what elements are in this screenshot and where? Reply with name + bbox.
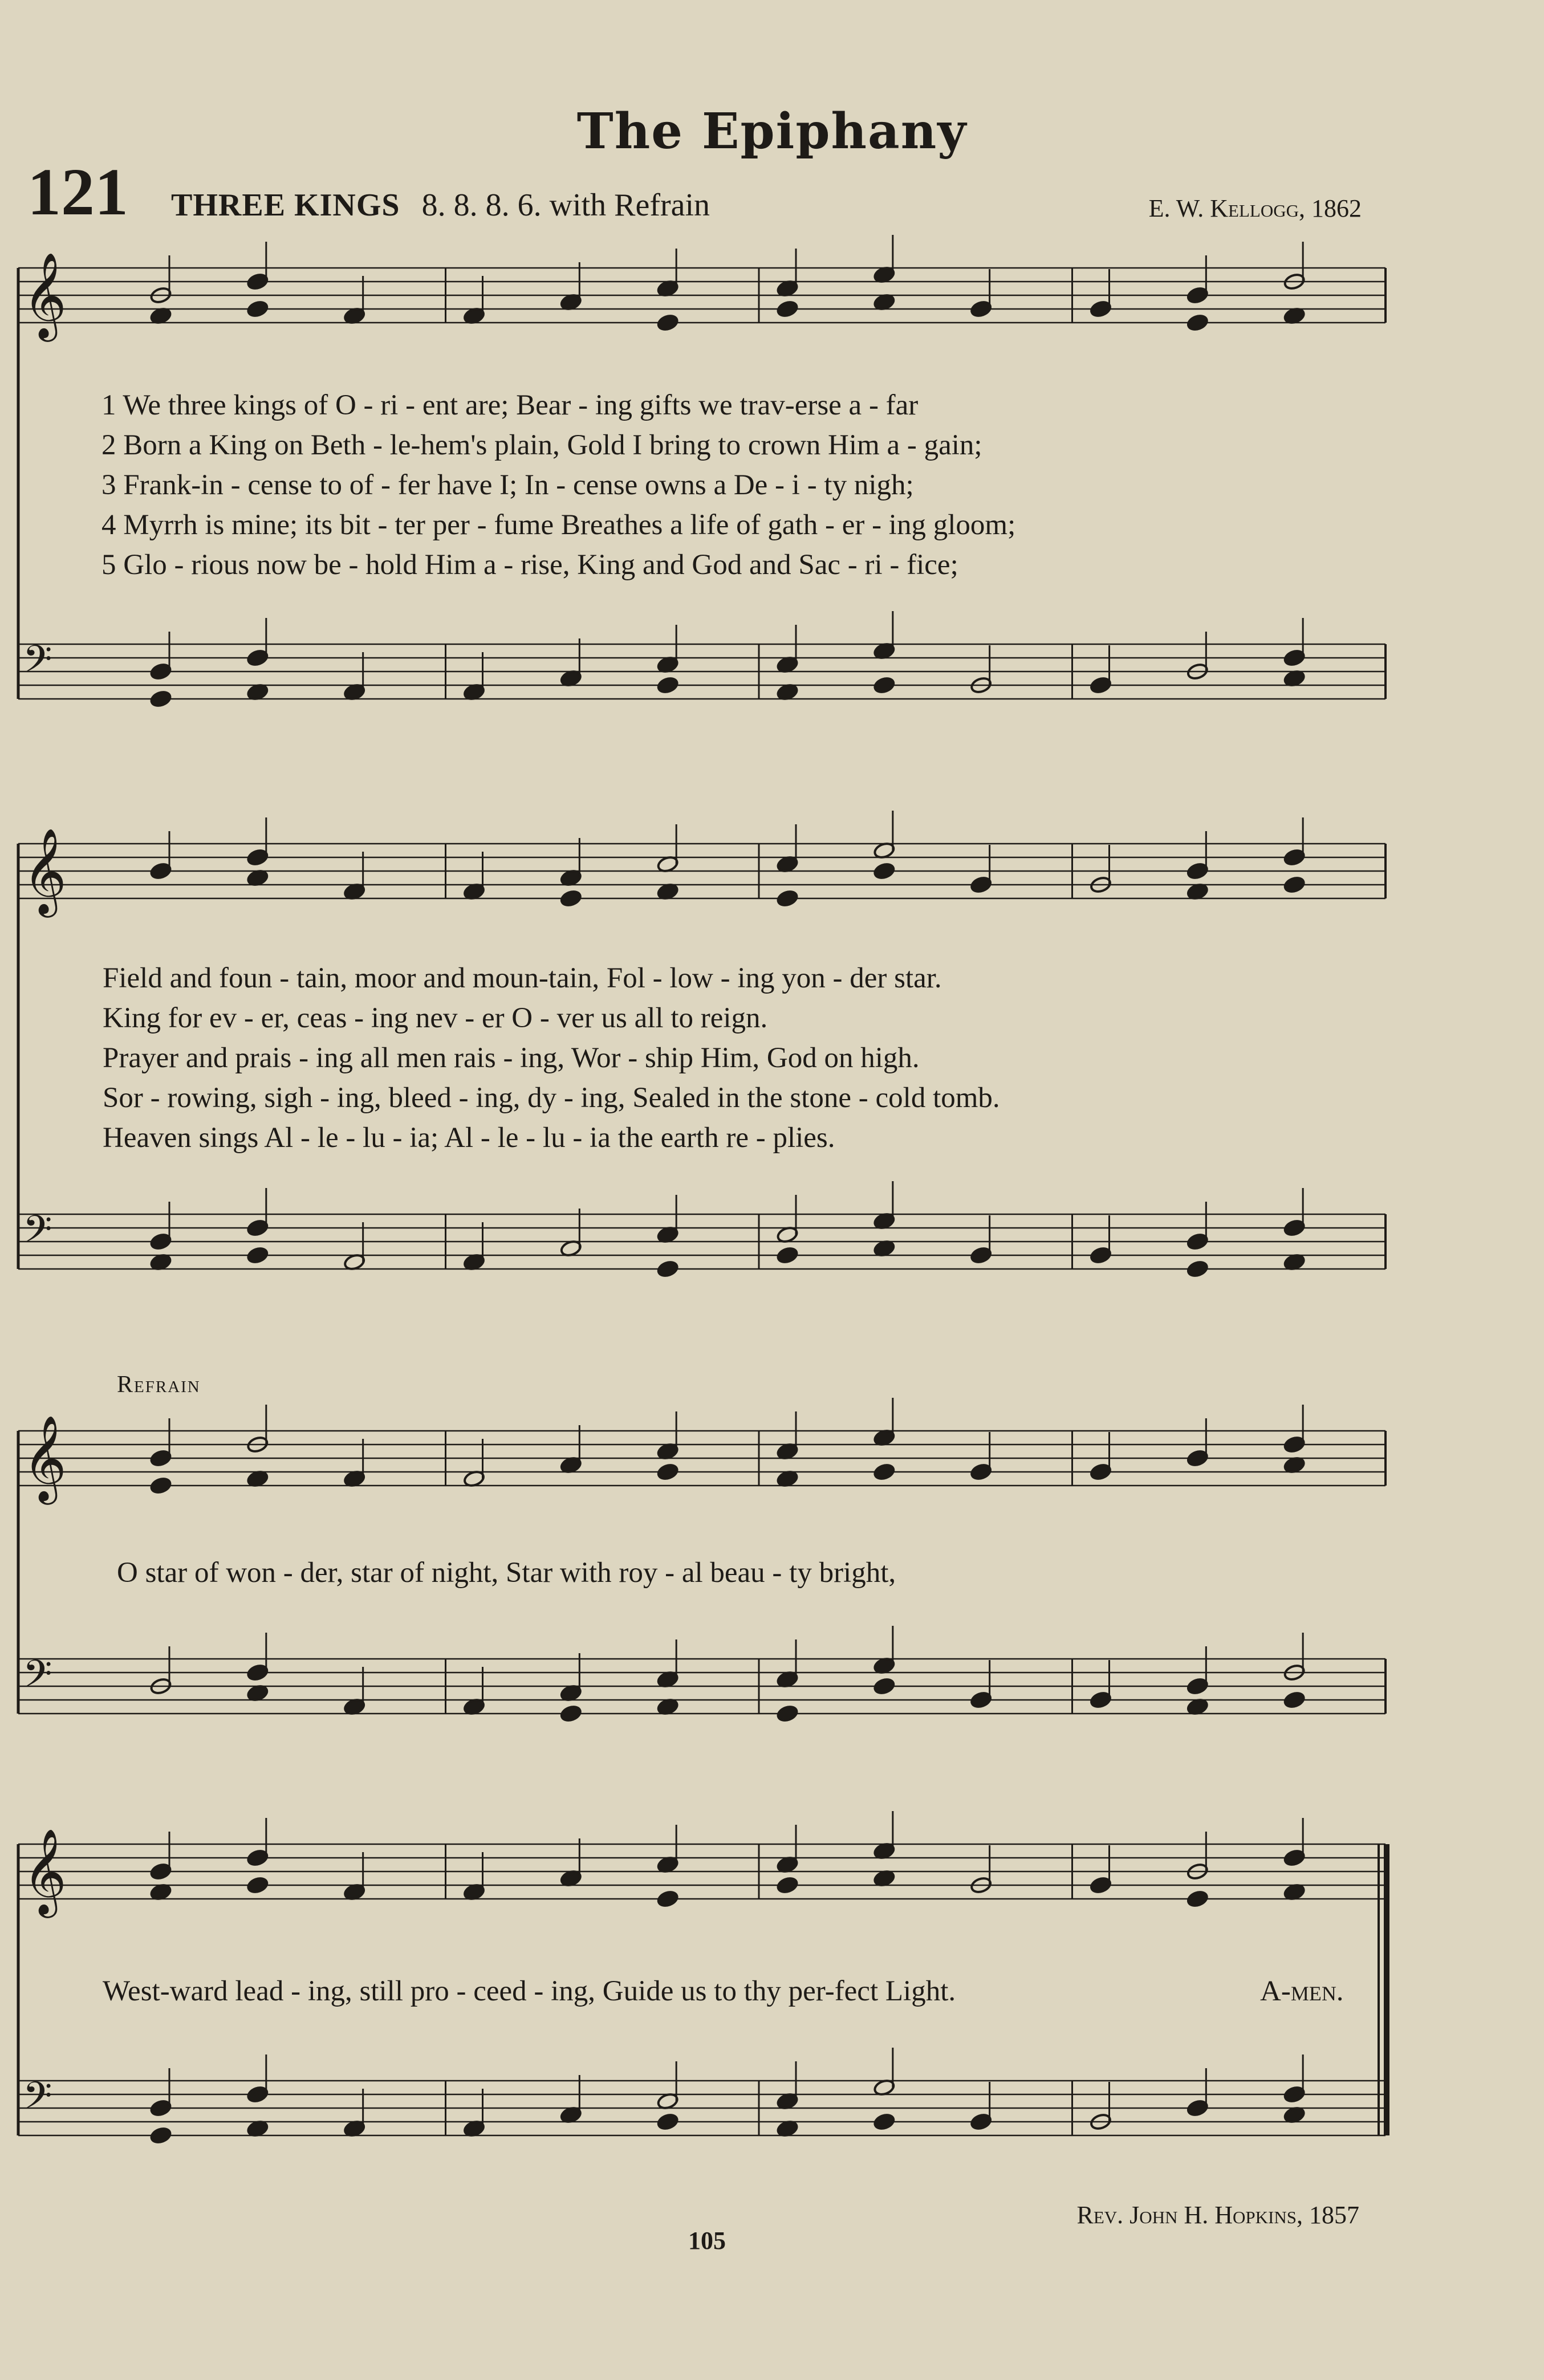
note-head (149, 1476, 172, 1495)
tune-name: THREE KINGS (171, 188, 400, 223)
amen: A-men. (1260, 1975, 1344, 2007)
refrain-label: Refrain (117, 1372, 201, 1398)
note-head (776, 1704, 798, 1723)
verse-2-line-2: King for ev - er, ceas - ing nev - er O - ver us all to reign. (103, 1002, 768, 1034)
note-head (1187, 314, 1209, 332)
note-head (776, 1876, 798, 1894)
bass-clef-icon: 𝄢 (23, 1652, 52, 1705)
note-head (1187, 1260, 1209, 1278)
verse-4-line-1: 4 Myrrh is mine; its bit - ter per - fume Breathes a life of gath - er - ing gloom; (101, 509, 1016, 541)
note-head (656, 1463, 678, 1481)
note-head (656, 1890, 678, 1908)
note-head (873, 676, 895, 694)
verse-3-line-1: 3 Frank-in - cense to of - fer have I; In - cense owns a De - i - ty nigh; (101, 469, 914, 501)
note-head (246, 1246, 269, 1264)
note-head (149, 2126, 172, 2145)
author-credit: Rev. John H. Hopkins, 1857 (1076, 2201, 1359, 2229)
bass-clef-icon: 𝄢 (23, 1207, 52, 1260)
refrain-line-1: O star of won - der, star of night, Star with roy - al beau - ty bright, (117, 1557, 896, 1589)
treble-clef-icon: 𝄞 (23, 827, 67, 914)
section-title: The Epiphany (576, 103, 968, 160)
note-head (656, 2113, 678, 2131)
verse-2-line-1: 2 Born a King on Beth - le-hem's plain, Gold I bring to crown Him a - gain; (101, 429, 982, 461)
note-head (656, 676, 678, 694)
note-head (873, 2113, 895, 2131)
note-head (560, 889, 582, 908)
verse-1-line-1: 1 We three kings of O - ri - ent are; Bear - ing gifts we trav-erse a - far (101, 389, 919, 421)
bass-clef-icon: 𝄢 (23, 637, 52, 690)
composer-credit: E. W. Kellogg, 1862 (1148, 194, 1362, 222)
treble-clef-icon: 𝄞 (23, 1414, 67, 1501)
verse-4-line-2: Sor - rowing, sigh - ing, bleed - ing, dy - ing, Sealed in the stone - cold tomb. (103, 1082, 1000, 1114)
meter: 8. 8. 8. 6. with Refrain (421, 188, 710, 223)
note-head (1283, 876, 1305, 894)
note-head (873, 862, 895, 880)
verse-3-line-2: Prayer and prais - ing all men rais - ing, Wor - ship Him, God on high. (103, 1042, 920, 1074)
note-head (560, 1704, 582, 1723)
note-head (873, 1677, 895, 1695)
hymn-number: 121 (27, 154, 128, 229)
bass-clef-icon: 𝄢 (23, 2074, 52, 2127)
note-head (246, 1876, 269, 1894)
refrain-line-2: West-ward lead - ing, still pro - ceed - ing, Guide us to thy per-fect Light. (103, 1975, 956, 2007)
verse-1-line-2: Field and foun - tain, moor and moun-tain, Fol - low - ing yon - der star. (103, 962, 942, 994)
note-head (149, 690, 172, 708)
treble-clef-icon: 𝄞 (23, 251, 67, 338)
note-head (246, 300, 269, 318)
verse-5-line-2: Heaven sings Al - le - lu - ia; Al - le - lu - ia the earth re - plies. (103, 1122, 835, 1154)
note-head (1283, 1691, 1305, 1709)
page-number: 105 (688, 2227, 726, 2255)
note-head (776, 300, 798, 318)
note-head (656, 314, 678, 332)
note-head (873, 1463, 895, 1481)
treble-clef-icon: 𝄞 (23, 1828, 67, 1914)
note-head (1187, 1890, 1209, 1908)
note-head (776, 1246, 798, 1264)
note-head (776, 889, 798, 908)
note-head (656, 1260, 678, 1278)
verse-5-line-1: 5 Glo - rious now be - hold Him a - rise, King and God and Sac - ri - fice; (101, 549, 958, 581)
